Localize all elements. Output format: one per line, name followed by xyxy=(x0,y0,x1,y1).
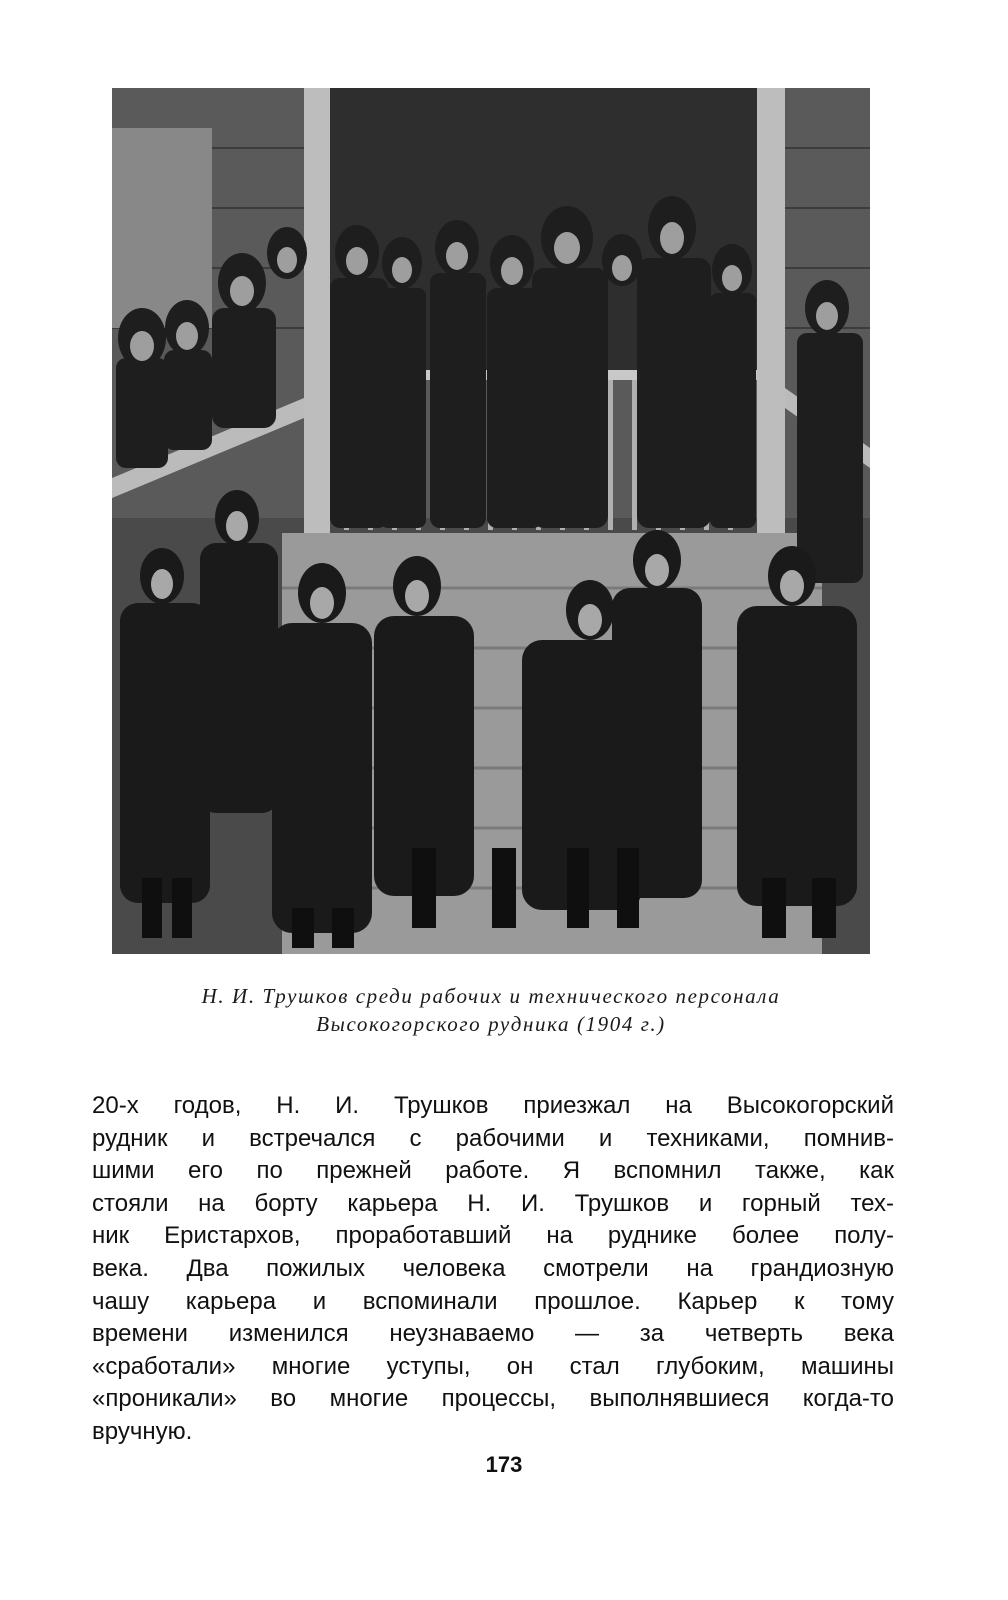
text-line: шими его по прежней работе. Я вспомнил также, как xyxy=(92,1157,894,1185)
text-line: 20-х годов, Н. И. Трушков приезжал на Высокогорский xyxy=(92,1092,894,1119)
caption-line-1: Н. И. Трушков среди рабочих и технического персонала xyxy=(201,984,781,1008)
text-line: века. Два пожилых человека смотрели на грандиозную xyxy=(92,1254,894,1282)
body-paragraph xyxy=(92,1090,894,1449)
text-line: стояли на борту карьера Н. И. Трушков и горный тех- xyxy=(92,1189,894,1217)
text-line: времени изменился неузнаваемо — за четверть века xyxy=(92,1320,894,1348)
text-line: вручную. xyxy=(92,1417,193,1445)
photo-illustration xyxy=(112,88,870,954)
caption-line-2: Высокогорского рудника (1904 г.) xyxy=(316,1012,666,1036)
text-line: чашу карьера и вспоминали прошлое. Карьер к тому xyxy=(92,1287,894,1315)
text-line: ник Еристархов, проработавший на руднике более полу- xyxy=(92,1222,894,1250)
photo-caption xyxy=(112,982,870,1038)
group-photograph xyxy=(112,88,870,954)
text-line: рудник и встречался с рабочими и техниками, помнив- xyxy=(92,1124,894,1152)
text-line: «сработали» многие уступы, он стал глубоким, машины xyxy=(92,1352,894,1380)
text-line: «проникали» во многие процессы, выполнявшиеся когда-то xyxy=(92,1385,894,1413)
page-number: 173 xyxy=(485,1452,523,1477)
